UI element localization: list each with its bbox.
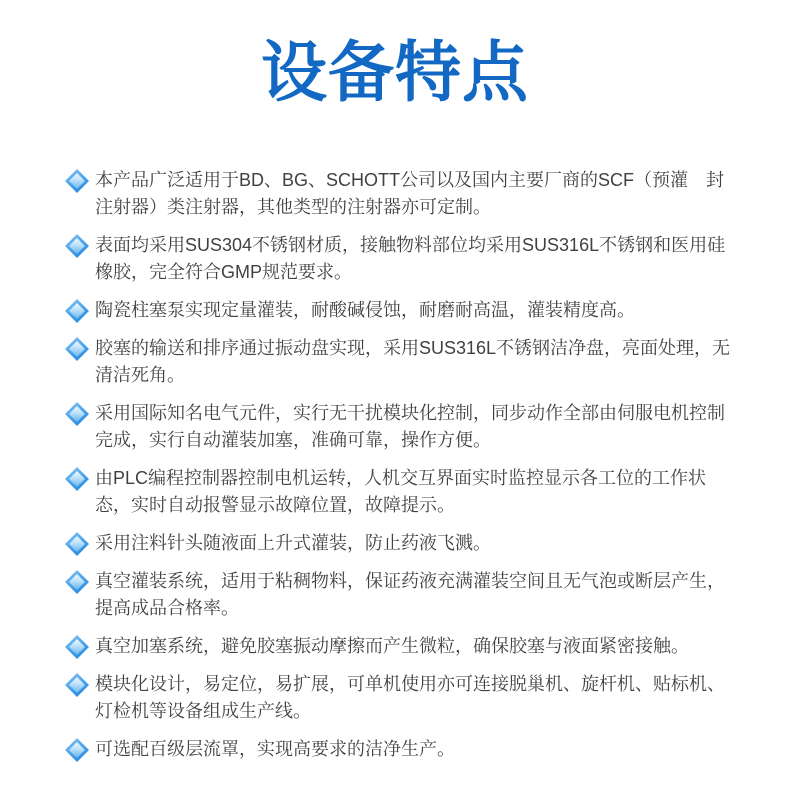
feature-item — [64, 530, 735, 557]
feature-item — [64, 297, 735, 324]
feature-item — [64, 568, 735, 622]
feature-item — [64, 465, 735, 519]
diamond-bullet-icon — [64, 168, 90, 194]
feature-text: 胶塞的输送和排序通过振动盘实现，采用SUS316L不锈钢洁净盘，亮面处理，无清洁死角。 — [95, 338, 731, 385]
feature-text: 模块化设计，易定位，易扩展，可单机使用亦可连接脱巢机、旋杆机、贴标机、灯检机等设备组成生产线。 — [95, 674, 725, 721]
diamond-bullet-icon — [64, 336, 90, 362]
diamond-bullet-icon — [64, 298, 90, 324]
diamond-bullet-icon — [64, 531, 90, 557]
diamond-bullet-icon — [64, 569, 90, 595]
feature-text: 由PLC编程控制器控制电机运转，人机交互界面实时监控显示各工位的工作状态，实时自动报警显示故障位置，故障提示。 — [95, 468, 707, 515]
feature-item — [64, 671, 735, 725]
feature-text: 真空灌装系统，适用于粘稠物料，保证药液充满灌装空间且无气泡或断层产生，提高成品合格率。 — [95, 571, 725, 618]
page-title: 设备特点 — [261, 35, 529, 109]
feature-text: 采用注料针头随液面上升式灌装，防止药液飞溅。 — [95, 533, 491, 553]
diamond-bullet-icon — [64, 672, 90, 698]
diamond-bullet-icon — [64, 233, 90, 259]
feature-text: 可选配百级层流罩，实现高要求的洁净生产。 — [95, 739, 455, 759]
diamond-bullet-icon — [64, 634, 90, 660]
feature-item — [64, 400, 735, 454]
feature-text: 本产品广泛适用于BD、BG、SCHOTT公司以及国内主要厂商的SCF（预灌 封注射器）类注射器，其他类型的注射器亦可定制。 — [95, 170, 725, 217]
diamond-bullet-icon — [64, 737, 90, 763]
feature-text: 真空加塞系统，避免胶塞振动摩擦而产生微粒，确保胶塞与液面紧密接触。 — [95, 636, 689, 656]
diamond-bullet-icon — [64, 466, 90, 492]
feature-item — [64, 335, 735, 389]
feature-text: 采用国际知名电气元件，实行无干扰模块化控制，同步动作全部由伺服电机控制完成，实行自动灌装加塞，准确可靠，操作方便。 — [95, 403, 725, 450]
feature-item — [64, 167, 735, 221]
feature-item — [64, 633, 735, 660]
feature-text: 表面均采用SUS304不锈钢材质，接触物料部位均采用SUS316L不锈钢和医用硅橡胶，完全符合GMP规范要求。 — [95, 235, 726, 282]
feature-text: 陶瓷柱塞泵实现定量灌装，耐酸碱侵蚀，耐磨耐高温，灌装精度高。 — [95, 300, 635, 320]
diamond-bullet-icon — [64, 401, 90, 427]
feature-list — [0, 167, 790, 763]
feature-item — [64, 232, 735, 286]
feature-item — [64, 736, 735, 763]
